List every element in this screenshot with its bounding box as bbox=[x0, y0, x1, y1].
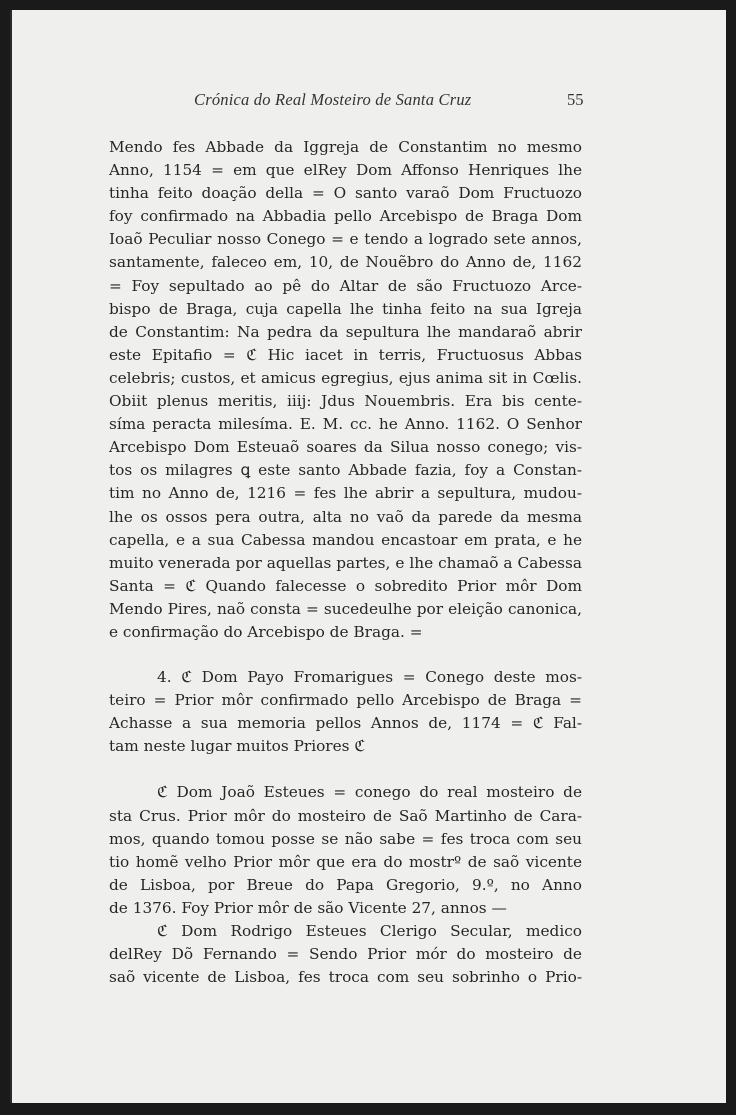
text-line: ℭ Dom Rodrigo Esteues Clerigo Secular, medico bbox=[157, 922, 582, 940]
text-line: Mendo Pires, naõ consta = sucedeulhe por eleição canonica, bbox=[109, 599, 582, 618]
text-line: saõ vicente de Lisboa, fes troca com seu sobrinho o Prio- bbox=[109, 968, 582, 987]
text-line: síma peracta milesíma. E. M. cc. he Anno. 1162. O Senhor bbox=[109, 415, 582, 434]
paragraph-1 bbox=[109, 136, 582, 644]
page-number: 55 bbox=[567, 90, 584, 109]
text-line: delRey Dõ Fernando = Sendo Prior mór do mosteiro de bbox=[109, 945, 582, 964]
text-line: muito venerada por aquellas partes, e lhe chamaõ a Cabessa bbox=[109, 553, 582, 572]
text-line: tinha feito doação della = O santo varaõ Dom Fructuozo bbox=[109, 184, 582, 203]
text-line: tam neste lugar muitos Priores ℭ bbox=[109, 737, 366, 756]
text-line: tim no Anno de, 1216 = fes lhe abrir a sepultura, mudou- bbox=[109, 484, 582, 503]
paragraph-2 bbox=[109, 666, 582, 758]
text-line: sta Crus. Prior môr do mosteiro de Saõ Martinho de Cara- bbox=[109, 806, 582, 825]
text-line: bispo de Braga, cuja capella lhe tinha feito na sua Igreja bbox=[109, 299, 582, 318]
text-line: de Lisboa, por Breue do Papa Gregorio, 9.º, no Anno bbox=[109, 875, 582, 894]
text-line: = Foy sepultado ao pê do Altar de são Fructuozo Arce- bbox=[109, 276, 582, 295]
text-line: Arcebispo Dom Esteuaõ soares da Silua nosso conego; vis- bbox=[109, 438, 582, 457]
text-line: Santa = ℭ Quando falecesse o sobredito Prior môr Dom bbox=[109, 576, 582, 595]
text-line: e confirmação do Arcebispo de Braga. = bbox=[109, 622, 423, 641]
text-line: tos os milagres ꝗ este santo Abbade fazia, foy a Constan- bbox=[109, 461, 582, 480]
paragraph-4 bbox=[109, 920, 582, 989]
text-line: lhe os ossos pera outra, alta no vaõ da parede da mesma bbox=[109, 507, 582, 526]
running-title: Crónica do Real Mosteiro de Santa Cruz bbox=[194, 90, 472, 109]
text-line: Obiit plenus meritis, iiij: Jdus Nouembris. Era bis cente- bbox=[109, 392, 582, 411]
text-line: este Epitafio = ℭ Hic iacet in terris, Fructuosus Abbas bbox=[109, 345, 582, 364]
text-line: Anno, 1154 = em que elRey Dom Affonso Henriques lhe bbox=[109, 161, 582, 180]
text-line: Ioaõ Peculiar nosso Conego = e tendo a logrado sete annos, bbox=[109, 230, 582, 249]
text-line: santamente, faleceo em, 10, de Nouẽbro do Anno de, 1162 bbox=[109, 253, 582, 272]
text-line: celebris; custos, et amicus egregius, ejus anima sit in Cœlis. bbox=[109, 368, 582, 387]
text-line: tio homẽ velho Prior môr que era do mostrº de saõ vicente bbox=[109, 852, 582, 871]
text-line: 4. ℭ Dom Payo Fromarigues = Conego deste mos- bbox=[157, 668, 582, 687]
text-line: mos, quando tomou posse se não sabe = fes troca com seu bbox=[109, 829, 582, 848]
text-line: teiro = Prior môr confirmado pello Arcebispo de Braga = bbox=[109, 691, 582, 710]
paragraph-3 bbox=[109, 781, 582, 920]
text-line: de Constantim: Na pedra da sepultura lhe mandaraõ abrir bbox=[109, 322, 582, 341]
page-body bbox=[109, 136, 582, 989]
text-line: foy confirmado na Abbadia pello Arcebispo de Braga Dom bbox=[109, 207, 582, 226]
text-line: ℭ Dom Joaõ Esteues = conego do real mosteiro de bbox=[157, 783, 582, 802]
paragraph-spacer bbox=[109, 758, 582, 781]
text-line: Achasse a sua memoria pellos Annos de, 1174 = ℭ Fal- bbox=[109, 714, 582, 733]
page-header bbox=[12, 90, 728, 114]
book-page bbox=[10, 10, 726, 1103]
text-line: capella, e a sua Cabessa mandou encastoar em prata, e he bbox=[109, 530, 582, 549]
paragraph-spacer bbox=[109, 644, 582, 666]
text-line: Mendo fes Abbade da Iggreja de Constantim no mesmo bbox=[109, 138, 582, 156]
text-line: de 1376. Foy Prior môr de são Vicente 27, annos — bbox=[109, 898, 507, 917]
